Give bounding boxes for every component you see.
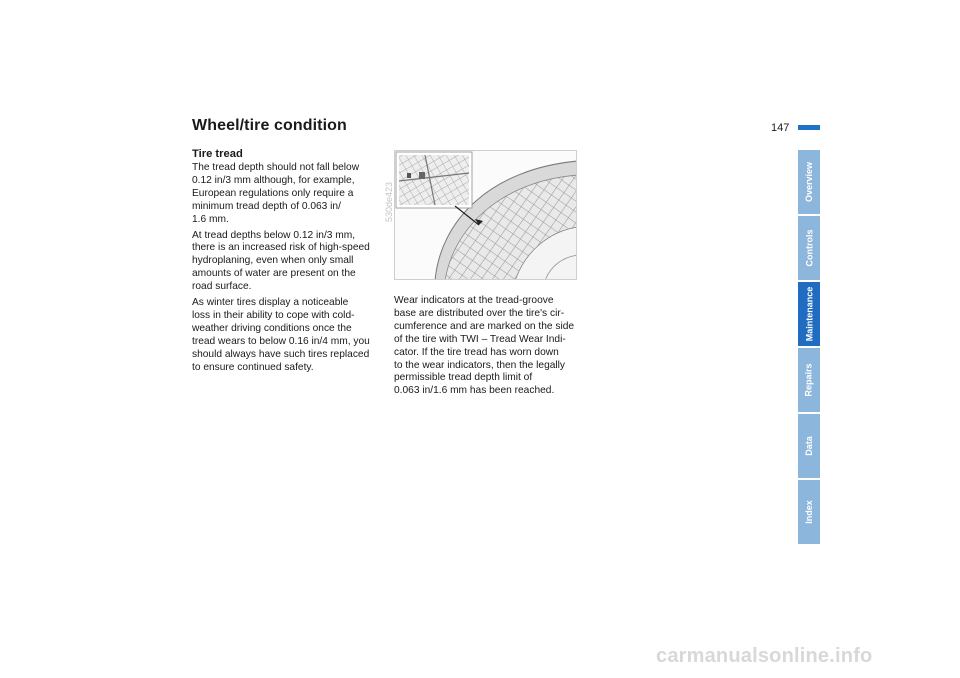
- tab-controls[interactable]: [798, 216, 820, 280]
- tab-overview[interactable]: [798, 150, 820, 214]
- page-title: Wheel/tire condition: [192, 117, 347, 134]
- section-title: Tire tread: [192, 148, 243, 160]
- tab-label: Index: [804, 500, 815, 524]
- left-column: [192, 148, 387, 378]
- tire-tread-illustration-icon: [395, 151, 577, 280]
- paragraph: The tread depth should not fall below 0.12 in/3 mm although, for example, European regulations only require a minimum tread depth of 0.063 in/ 1.6 mm.: [192, 162, 360, 225]
- tab-label: Repairs: [804, 363, 814, 397]
- paragraph: Wear indicators at the tread-groove base are distributed over the tire's cir- cumference and are marked on the side of the tire with TWI – Tread Wear Indi- cator. If the tire tread has worn down to the wear indicators, then the legally permissible tread depth limit of 0.063 in/1.6 mm has been reached.: [394, 295, 575, 397]
- figure-code: 530de423: [384, 181, 394, 222]
- paragraph: As winter tires display a noticeable loss in their ability to cope with cold- weather driving conditions once the tread wears to below 0.16 in/4 mm, you should always have such tires replaced to ensure continued safety.: [192, 297, 370, 373]
- tab-label: Data: [803, 436, 814, 456]
- tab-data[interactable]: [798, 414, 820, 478]
- page-number: 147: [771, 122, 790, 134]
- side-tabs: [798, 150, 820, 546]
- tire-tread-figure: [394, 150, 577, 280]
- right-column: [394, 295, 584, 401]
- tab-label: Overview: [804, 161, 814, 203]
- tab-repairs[interactable]: [798, 348, 820, 412]
- page-number-bar: [798, 125, 820, 130]
- tab-label: Maintenance: [804, 286, 815, 342]
- tab-maintenance[interactable]: [798, 282, 820, 346]
- paragraph: At tread depths below 0.12 in/3 mm, there is an increased risk of high-speed hydroplaning, even when only small amounts of water are present on the road surface.: [192, 229, 370, 293]
- watermark: carmanualsonline.info: [656, 645, 873, 667]
- tab-index[interactable]: [798, 480, 820, 544]
- tab-label: Controls: [804, 229, 814, 267]
